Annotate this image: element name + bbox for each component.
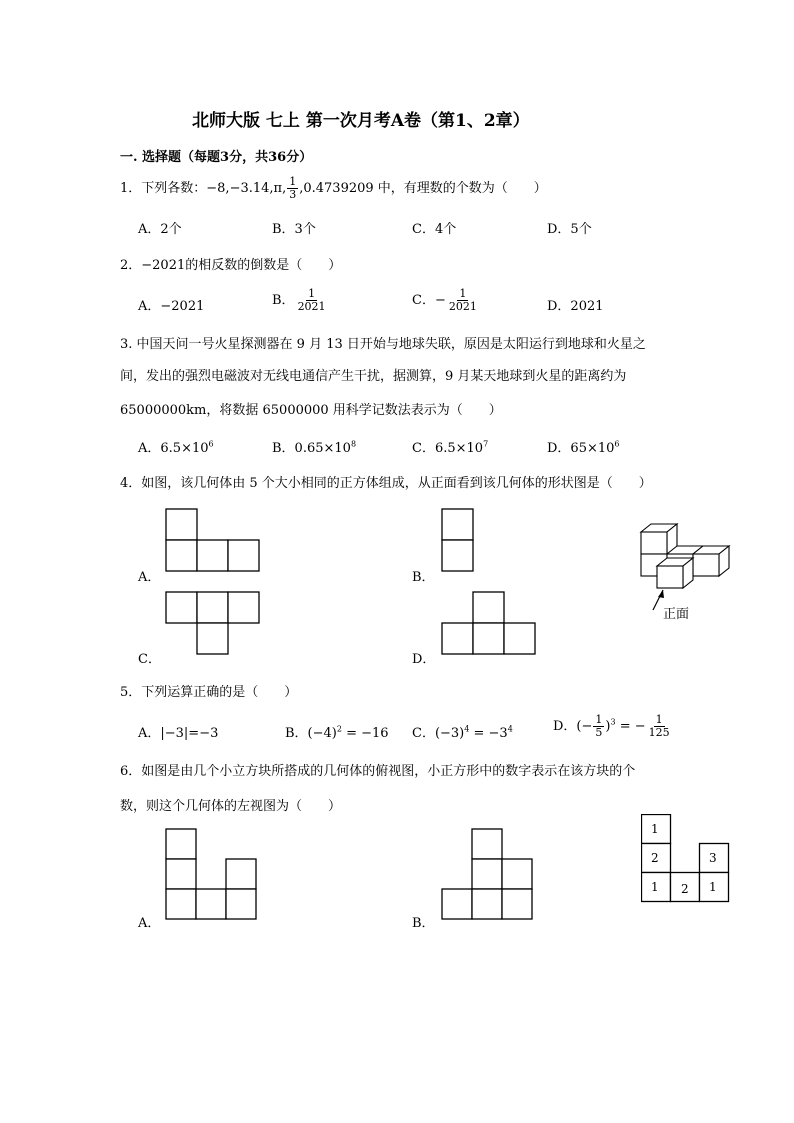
question-6-line-1: 6．如图是由几个小立方块所搭成的几何体的俯视图，小正方形中的数字表示在该方块的个 xyxy=(120,764,636,779)
grid-number: 1 xyxy=(651,880,659,894)
grid-number: 2 xyxy=(651,851,659,865)
grid-number: 1 xyxy=(709,880,717,894)
q3-option-a[interactable]: A．$6.5\times 10^6$ xyxy=(138,439,214,456)
question-6-line-2: 数，则这个几何体的左视图为（ ） xyxy=(120,799,342,814)
q5-option-d[interactable]: D．(− $\frac{1}{5}$ )$^3$ = − $\frac{1}{125}$ xyxy=(553,713,670,739)
q4-option-a-figure[interactable] xyxy=(165,508,260,573)
question-1-stem: 1．下列各数：−8,−3.14,π, $\frac{1}{3}$ ,0.4739209 中，有理数的个数为（ ） xyxy=(120,175,547,201)
question-2-stem: 2．−2021的相反数的倒数是（ ） xyxy=(120,258,342,273)
q4-option-b-figure[interactable] xyxy=(441,508,475,573)
q1-option-d[interactable]: D．5个 xyxy=(547,222,592,237)
question-5-stem: 5．下列运算正确的是（ ） xyxy=(120,685,298,700)
q6-top-view-grid xyxy=(641,814,731,904)
fraction: $\frac{1}{2021}$ xyxy=(297,287,326,313)
q1-option-a[interactable]: A．2个 xyxy=(138,222,182,237)
q5-option-b[interactable]: B．$(-4)^2 = -16$ xyxy=(285,724,389,741)
grid-number: 1 xyxy=(651,822,659,836)
q1-option-c[interactable]: C．4个 xyxy=(412,222,457,237)
q1-option-b[interactable]: B．3个 xyxy=(272,222,316,237)
q2-option-b[interactable]: B． $\frac{1}{2021}$ xyxy=(272,287,326,313)
q3-option-c[interactable]: C．$6.5\times 10^7$ xyxy=(412,439,489,456)
q6-option-a-figure[interactable] xyxy=(165,828,260,920)
q2-option-c[interactable]: C．− $\frac{1}{2021}$ xyxy=(412,287,477,313)
grid-number: 2 xyxy=(681,882,689,896)
q3-option-d[interactable]: D．$65\times 10^6$ xyxy=(547,439,620,456)
q4-option-a-label[interactable]: A． xyxy=(138,570,161,585)
grid-number: 3 xyxy=(709,851,717,865)
question-3-line-3: 65000000km，将数据 65000000 用科学记数法表示为（ ） xyxy=(120,403,502,418)
q6-option-b-label[interactable]: B． xyxy=(412,916,435,931)
q4-option-b-label[interactable]: B． xyxy=(412,570,435,585)
fraction: $\frac{1}{125}$ xyxy=(648,713,670,739)
q2-option-d[interactable]: D．2021 xyxy=(547,299,604,314)
q4-option-d-label[interactable]: D． xyxy=(412,652,436,667)
q5-option-c[interactable]: C．$(-3)^4 = -3^4$ xyxy=(412,724,513,741)
q6-option-a-label[interactable]: A． xyxy=(138,916,161,931)
q4-option-c-label[interactable]: C． xyxy=(138,652,161,667)
question-3-line-2: 间，发出的强烈电磁波对无线电通信产生干扰，据测算，9 月某天地球到火星的距离约为 xyxy=(120,369,627,384)
fraction: $\frac{1}{2021}$ xyxy=(448,287,477,313)
question-3-line-1: 3. 中国天问一号火星探测器在 9 月 13 日开始与地球失联，原因是太阳运行到地球和火星之 xyxy=(120,337,646,352)
section-heading: 一. 选择题（每题3分，共36分） xyxy=(120,150,313,165)
q3-option-b[interactable]: B．$0.65\times 10^8$ xyxy=(272,439,357,456)
page-title: 北师大版 七上 第一次月考A卷（第1、2章） xyxy=(192,111,530,131)
q4-option-c-figure[interactable] xyxy=(165,591,260,656)
q6-option-b-figure[interactable] xyxy=(441,828,533,920)
q5-option-a[interactable]: A．|−3|=−3 xyxy=(138,726,219,741)
question-4-stem: 4．如图，该几何体由 5 个大小相同的正方体组成，从正面看到该几何体的形状图是（ ） xyxy=(120,476,652,491)
front-view-label: 正面 xyxy=(663,607,690,622)
fraction: $\frac{1}{5}$ xyxy=(595,713,603,739)
fraction: $\frac{1}{3}$ xyxy=(289,175,297,201)
q2-option-a[interactable]: A．−2021 xyxy=(138,299,205,314)
q4-option-d-figure[interactable] xyxy=(441,591,536,656)
